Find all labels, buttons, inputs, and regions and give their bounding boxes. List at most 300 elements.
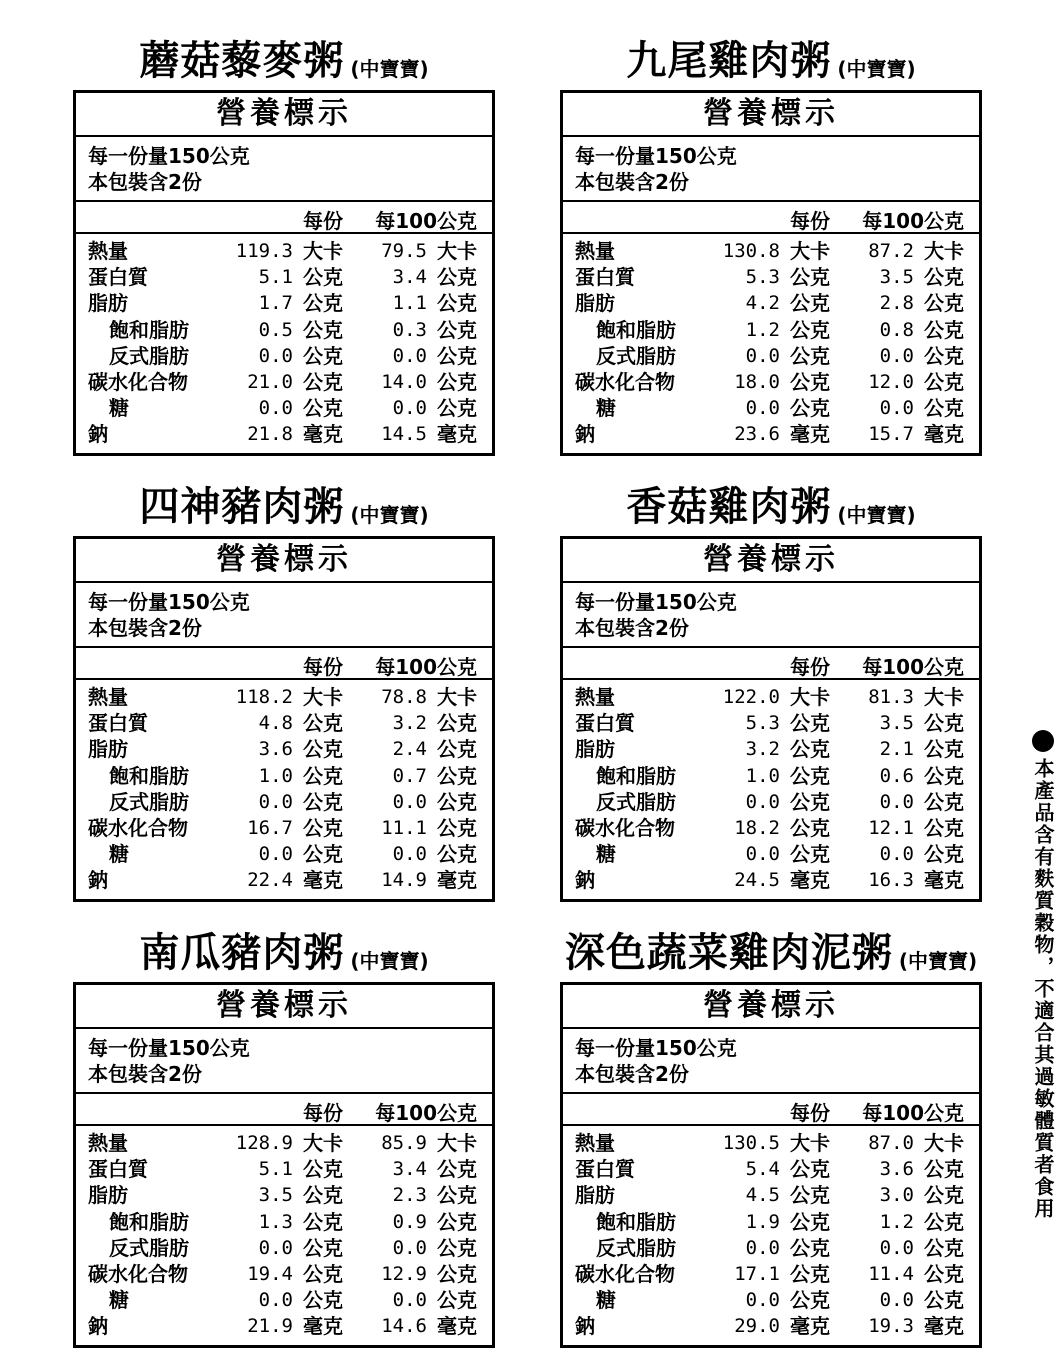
nutrient-rows <box>563 1126 979 1340</box>
per-serving-unit: 大卡 <box>303 239 343 263</box>
per-100g-unit: 毫克 <box>924 422 964 447</box>
serving-size: 每一份量150公克 <box>88 1036 250 1060</box>
nutrient-row <box>76 710 492 736</box>
nutrition-facts-box <box>560 536 982 902</box>
nutrient-label: 糖 <box>596 842 616 867</box>
per-100g-unit: 公克 <box>924 343 964 368</box>
per-serving-unit: 公克 <box>790 815 830 840</box>
nutrient-row <box>563 1209 979 1235</box>
nutrient-row <box>76 290 492 316</box>
per-100g-unit: 公克 <box>437 842 477 867</box>
per-100g-value: 3.0 <box>879 1184 914 1207</box>
nutrient-label: 反式脂肪 <box>596 1235 676 1260</box>
per-100g-unit: 大卡 <box>437 1131 477 1155</box>
per-serving-value: 0.0 <box>745 344 780 367</box>
col-per-100g: 每100公克 <box>862 655 964 679</box>
per-serving-value: 4.5 <box>745 1184 780 1207</box>
nutrient-label: 鈉 <box>575 1314 595 1339</box>
per-100g-unit: 公克 <box>437 789 477 814</box>
per-100g-unit: 公克 <box>924 396 964 421</box>
per-100g-value: 3.2 <box>392 712 427 735</box>
per-serving-unit: 毫克 <box>790 868 830 893</box>
nutrient-row <box>76 684 492 710</box>
nutrient-label: 糖 <box>109 396 129 421</box>
nutrient-row <box>76 421 492 447</box>
nutrient-rows <box>563 234 979 448</box>
serving-size: 每一份量150公克 <box>575 1036 737 1060</box>
nutrient-row <box>563 421 979 447</box>
nutrient-row <box>563 684 979 710</box>
per-serving-unit: 公克 <box>303 396 343 421</box>
per-serving-value: 0.5 <box>258 318 293 341</box>
product-title <box>73 480 495 536</box>
servings-per-package: 本包裝含2份 <box>88 1062 202 1086</box>
serving-info <box>563 137 979 202</box>
serving-size: 每一份量150公克 <box>575 590 737 614</box>
per-serving-unit: 公克 <box>790 1209 830 1234</box>
per-serving-value: 3.6 <box>258 738 293 761</box>
per-serving-unit: 大卡 <box>790 1131 830 1155</box>
per-serving-value: 118.2 <box>235 686 293 708</box>
nutrient-rows <box>76 234 492 448</box>
per-serving-value: 0.0 <box>258 843 293 866</box>
nutrient-label: 飽和脂肪 <box>109 763 189 788</box>
per-100g-value: 3.4 <box>392 266 427 289</box>
per-serving-value: 1.2 <box>745 318 780 341</box>
per-100g-unit: 公克 <box>924 815 964 840</box>
nutrient-label: 鈉 <box>88 1314 108 1339</box>
nutrient-row <box>76 789 492 815</box>
per-100g-unit: 公克 <box>924 711 964 736</box>
per-100g-value: 0.9 <box>392 1210 427 1233</box>
nutrient-row <box>563 238 979 264</box>
per-serving-unit: 公克 <box>303 737 343 762</box>
per-100g-value: 19.3 <box>868 1315 914 1338</box>
per-serving-unit: 公克 <box>790 1288 830 1313</box>
serving-info <box>563 583 979 648</box>
per-100g-unit: 公克 <box>437 711 477 736</box>
nutrition-panel <box>560 34 982 456</box>
per-100g-unit: 公克 <box>437 1183 477 1208</box>
per-100g-value: 0.0 <box>392 843 427 866</box>
per-serving-unit: 公克 <box>790 265 830 290</box>
per-100g-unit: 公克 <box>437 1157 477 1182</box>
per-100g-value: 3.5 <box>879 266 914 289</box>
per-100g-value: 0.0 <box>392 1236 427 1259</box>
per-100g-value: 0.0 <box>879 344 914 367</box>
per-serving-unit: 公克 <box>790 1261 830 1286</box>
nutrient-row <box>563 1287 979 1313</box>
per-serving-value: 128.9 <box>235 1132 293 1154</box>
nutrient-label: 飽和脂肪 <box>109 1209 189 1234</box>
per-100g-value: 15.7 <box>868 423 914 446</box>
serving-info <box>76 1029 492 1094</box>
per-100g-value: 2.3 <box>392 1184 427 1207</box>
per-100g-value: 2.4 <box>392 738 427 761</box>
per-100g-unit: 公克 <box>924 291 964 316</box>
per-serving-unit: 公克 <box>790 763 830 788</box>
per-serving-unit: 公克 <box>303 1261 343 1286</box>
nutrition-header: 營養標示 <box>563 93 979 137</box>
nutrient-label: 熱量 <box>88 685 128 709</box>
nutrition-header: 營養標示 <box>76 539 492 583</box>
nutrient-label: 熱量 <box>88 1131 128 1155</box>
per-serving-unit: 公克 <box>790 317 830 342</box>
nutrient-label: 蛋白質 <box>575 711 635 736</box>
nutrient-row <box>76 1182 492 1208</box>
column-headers <box>563 202 979 234</box>
col-per-serving: 每份 <box>303 209 343 233</box>
nutrition-header: 營養標示 <box>76 93 492 137</box>
nutrient-row <box>76 1156 492 1182</box>
nutrient-label: 飽和脂肪 <box>596 763 676 788</box>
per-serving-value: 22.4 <box>247 869 293 892</box>
serving-size: 每一份量150公克 <box>88 590 250 614</box>
per-serving-value: 0.0 <box>745 397 780 420</box>
per-serving-unit: 公克 <box>303 815 343 840</box>
per-serving-unit: 毫克 <box>303 422 343 447</box>
per-100g-value: 14.9 <box>381 869 427 892</box>
nutrient-label: 蛋白質 <box>575 265 635 290</box>
product-title <box>73 34 495 90</box>
nutrient-label: 反式脂肪 <box>109 789 189 814</box>
nutrition-header: 營養標示 <box>563 539 979 583</box>
serving-size: 每一份量150公克 <box>575 144 737 168</box>
per-100g-unit: 公克 <box>437 396 477 421</box>
nutrient-label: 蛋白質 <box>88 265 148 290</box>
nutrient-label: 糖 <box>109 842 129 867</box>
per-100g-unit: 公克 <box>437 369 477 394</box>
serving-info <box>76 583 492 648</box>
nutrition-panel <box>73 926 495 1348</box>
nutrient-label: 糖 <box>109 1288 129 1313</box>
per-serving-value: 21.9 <box>247 1315 293 1338</box>
col-per-serving: 每份 <box>790 1101 830 1125</box>
per-100g-value: 0.0 <box>392 1289 427 1312</box>
nutrition-facts-box <box>73 90 495 456</box>
per-serving-value: 0.0 <box>258 1289 293 1312</box>
per-serving-unit: 公克 <box>790 369 830 394</box>
per-serving-value: 1.3 <box>258 1210 293 1233</box>
nutrient-row <box>76 736 492 762</box>
per-serving-value: 0.0 <box>258 1236 293 1259</box>
per-100g-unit: 公克 <box>924 317 964 342</box>
per-100g-value: 87.2 <box>868 240 914 262</box>
product-name: 蘑菇藜麥粥 <box>139 38 345 84</box>
per-100g-unit: 公克 <box>437 265 477 290</box>
per-100g-unit: 公克 <box>924 842 964 867</box>
per-100g-unit: 公克 <box>437 317 477 342</box>
per-100g-value: 11.4 <box>868 1262 914 1285</box>
per-serving-unit: 大卡 <box>303 1131 343 1155</box>
nutrient-row <box>76 343 492 369</box>
per-100g-value: 0.6 <box>879 764 914 787</box>
nutrient-label: 反式脂肪 <box>109 343 189 368</box>
per-100g-unit: 大卡 <box>924 1131 964 1155</box>
nutrient-row <box>563 841 979 867</box>
nutrient-row <box>76 1130 492 1156</box>
per-serving-value: 16.7 <box>247 816 293 839</box>
col-per-100g: 每100公克 <box>862 1101 964 1125</box>
per-100g-unit: 毫克 <box>924 1314 964 1339</box>
per-100g-value: 78.8 <box>381 686 427 708</box>
per-100g-unit: 公克 <box>437 1288 477 1313</box>
per-100g-value: 0.3 <box>392 318 427 341</box>
allergen-notice <box>1026 730 1056 1220</box>
per-100g-unit: 毫克 <box>437 868 477 893</box>
per-serving-unit: 毫克 <box>790 1314 830 1339</box>
product-name: 九尾雞肉粥 <box>626 38 832 84</box>
per-100g-value: 0.0 <box>392 790 427 813</box>
per-100g-unit: 公克 <box>924 789 964 814</box>
col-per-serving: 每份 <box>790 655 830 679</box>
nutrient-row <box>76 1313 492 1339</box>
nutrient-label: 蛋白質 <box>88 711 148 736</box>
nutrition-panel <box>73 480 495 902</box>
per-serving-value: 130.5 <box>722 1132 780 1154</box>
per-serving-value: 21.0 <box>247 370 293 393</box>
per-100g-unit: 公克 <box>437 763 477 788</box>
per-serving-value: 19.4 <box>247 1262 293 1285</box>
per-100g-value: 0.0 <box>879 790 914 813</box>
product-age-group: (中寶寶) <box>350 949 429 973</box>
per-serving-unit: 公克 <box>790 789 830 814</box>
serving-size: 每一份量150公克 <box>88 144 250 168</box>
per-100g-unit: 公克 <box>924 1209 964 1234</box>
nutrient-label: 脂肪 <box>575 1183 615 1208</box>
per-100g-unit: 公克 <box>437 737 477 762</box>
per-serving-unit: 毫克 <box>303 868 343 893</box>
nutrient-label: 脂肪 <box>88 1183 128 1208</box>
nutrient-label: 熱量 <box>575 239 615 263</box>
per-100g-value: 0.0 <box>392 397 427 420</box>
serving-info <box>563 1029 979 1094</box>
nutrition-facts-box <box>73 982 495 1348</box>
per-serving-value: 5.4 <box>745 1158 780 1181</box>
nutrient-label: 脂肪 <box>88 291 128 316</box>
per-serving-unit: 公克 <box>790 711 830 736</box>
per-serving-value: 5.3 <box>745 712 780 735</box>
per-serving-unit: 大卡 <box>790 239 830 263</box>
nutrient-row <box>76 763 492 789</box>
servings-per-package: 本包裝含2份 <box>575 170 689 194</box>
nutrient-row <box>76 1209 492 1235</box>
per-100g-value: 1.2 <box>879 1210 914 1233</box>
per-100g-value: 0.0 <box>879 843 914 866</box>
nutrient-row <box>563 343 979 369</box>
per-100g-unit: 毫克 <box>437 422 477 447</box>
nutrient-row <box>563 763 979 789</box>
per-100g-value: 12.9 <box>381 1262 427 1285</box>
nutrient-rows <box>563 680 979 894</box>
per-serving-value: 5.3 <box>745 266 780 289</box>
col-per-serving: 每份 <box>303 1101 343 1125</box>
per-100g-value: 0.0 <box>879 1236 914 1259</box>
servings-per-package: 本包裝含2份 <box>88 170 202 194</box>
nutrient-row <box>563 1261 979 1287</box>
per-serving-unit: 公克 <box>303 711 343 736</box>
allergen-notice-text: 本產品含有麩質穀物，不適合其過敏體質者食用 <box>1031 758 1055 1220</box>
per-serving-unit: 公克 <box>303 369 343 394</box>
per-serving-value: 5.1 <box>258 1158 293 1181</box>
per-serving-value: 3.2 <box>745 738 780 761</box>
nutrient-row <box>76 369 492 395</box>
nutrient-row <box>563 395 979 421</box>
product-age-group: (中寶寶) <box>350 503 429 527</box>
nutrient-label: 鈉 <box>575 868 595 893</box>
serving-info <box>76 137 492 202</box>
nutrient-label: 飽和脂肪 <box>109 317 189 342</box>
nutrient-label: 碳水化合物 <box>88 1261 188 1286</box>
product-title <box>560 926 982 982</box>
nutrient-label: 糖 <box>596 1288 616 1313</box>
nutrition-header: 營養標示 <box>76 985 492 1029</box>
per-serving-unit: 公克 <box>303 265 343 290</box>
per-serving-value: 17.1 <box>734 1262 780 1285</box>
per-serving-unit: 公克 <box>303 291 343 316</box>
per-100g-value: 0.0 <box>392 344 427 367</box>
per-100g-value: 11.1 <box>381 816 427 839</box>
per-serving-unit: 公克 <box>790 737 830 762</box>
nutrient-row <box>563 264 979 290</box>
nutrient-row <box>76 841 492 867</box>
nutrient-row <box>563 867 979 893</box>
col-per-100g: 每100公克 <box>375 209 477 233</box>
per-serving-unit: 大卡 <box>790 685 830 709</box>
per-100g-value: 2.1 <box>879 738 914 761</box>
product-name: 四神豬肉粥 <box>139 484 345 530</box>
nutrient-row <box>76 317 492 343</box>
nutrition-panel <box>560 926 982 1348</box>
per-serving-value: 3.5 <box>258 1184 293 1207</box>
per-serving-unit: 公克 <box>303 1209 343 1234</box>
per-serving-value: 1.0 <box>258 764 293 787</box>
per-100g-unit: 公克 <box>924 763 964 788</box>
nutrient-row <box>76 264 492 290</box>
nutrient-label: 碳水化合物 <box>575 815 675 840</box>
servings-per-package: 本包裝含2份 <box>575 616 689 640</box>
nutrition-facts-box <box>560 90 982 456</box>
nutrient-label: 脂肪 <box>88 737 128 762</box>
col-per-serving: 每份 <box>303 655 343 679</box>
per-100g-unit: 大卡 <box>924 239 964 263</box>
per-100g-unit: 公克 <box>437 1235 477 1260</box>
per-serving-value: 1.7 <box>258 292 293 315</box>
per-serving-value: 18.0 <box>734 370 780 393</box>
nutrient-label: 反式脂肪 <box>109 1235 189 1260</box>
per-serving-value: 0.0 <box>258 344 293 367</box>
per-100g-unit: 公克 <box>437 815 477 840</box>
per-serving-value: 0.0 <box>258 790 293 813</box>
nutrient-label: 飽和脂肪 <box>596 317 676 342</box>
per-serving-value: 4.8 <box>258 712 293 735</box>
nutrient-label: 飽和脂肪 <box>596 1209 676 1234</box>
per-serving-value: 23.6 <box>734 423 780 446</box>
column-headers <box>563 648 979 680</box>
nutrient-row <box>76 1235 492 1261</box>
per-serving-unit: 大卡 <box>303 685 343 709</box>
product-name: 香菇雞肉粥 <box>626 484 832 530</box>
product-title <box>560 34 982 90</box>
per-100g-value: 1.1 <box>392 292 427 315</box>
per-100g-unit: 毫克 <box>437 1314 477 1339</box>
nutrition-header: 營養標示 <box>563 985 979 1029</box>
per-100g-unit: 公克 <box>437 343 477 368</box>
per-serving-unit: 公克 <box>303 763 343 788</box>
per-100g-unit: 公克 <box>924 265 964 290</box>
nutrient-row <box>563 710 979 736</box>
nutrient-row <box>76 1261 492 1287</box>
col-per-100g: 每100公克 <box>375 1101 477 1125</box>
per-serving-value: 0.0 <box>258 397 293 420</box>
product-name: 深色蔬菜雞肉泥粥 <box>564 930 893 976</box>
per-100g-value: 3.6 <box>879 1158 914 1181</box>
per-100g-unit: 公克 <box>924 1183 964 1208</box>
per-serving-unit: 公克 <box>790 842 830 867</box>
per-100g-value: 87.0 <box>868 1132 914 1154</box>
per-100g-unit: 大卡 <box>437 685 477 709</box>
per-100g-unit: 大卡 <box>924 685 964 709</box>
bullet-icon <box>1032 730 1054 752</box>
nutrient-row <box>76 238 492 264</box>
nutrient-row <box>563 1313 979 1339</box>
per-serving-unit: 公克 <box>790 343 830 368</box>
product-age-group: (中寶寶) <box>350 57 429 81</box>
per-serving-unit: 公克 <box>790 1183 830 1208</box>
col-per-100g: 每100公克 <box>862 209 964 233</box>
per-serving-value: 1.0 <box>745 764 780 787</box>
per-serving-unit: 公克 <box>303 1288 343 1313</box>
per-100g-unit: 公克 <box>437 1261 477 1286</box>
nutrient-label: 鈉 <box>88 422 108 447</box>
nutrient-label: 碳水化合物 <box>575 369 675 394</box>
product-name: 南瓜豬肉粥 <box>139 930 345 976</box>
per-100g-unit: 公克 <box>924 1288 964 1313</box>
nutrient-label: 碳水化合物 <box>88 815 188 840</box>
per-100g-unit: 公克 <box>924 737 964 762</box>
nutrient-row <box>563 290 979 316</box>
per-serving-unit: 公克 <box>303 842 343 867</box>
servings-per-package: 本包裝含2份 <box>575 1062 689 1086</box>
per-serving-unit: 毫克 <box>790 422 830 447</box>
column-headers <box>563 1094 979 1126</box>
nutrient-label: 碳水化合物 <box>88 369 188 394</box>
nutrient-rows <box>76 1126 492 1340</box>
per-serving-value: 5.1 <box>258 266 293 289</box>
nutrition-facts-box <box>73 536 495 902</box>
nutrient-label: 蛋白質 <box>575 1157 635 1182</box>
nutrient-row <box>563 1156 979 1182</box>
per-100g-unit: 公克 <box>924 369 964 394</box>
servings-per-package: 本包裝含2份 <box>88 616 202 640</box>
per-100g-value: 3.4 <box>392 1158 427 1181</box>
per-100g-value: 14.6 <box>381 1315 427 1338</box>
nutrient-label: 熱量 <box>575 685 615 709</box>
per-serving-value: 4.2 <box>745 292 780 315</box>
per-serving-unit: 公克 <box>790 1235 830 1260</box>
column-headers <box>76 202 492 234</box>
per-serving-value: 130.8 <box>722 240 780 262</box>
per-serving-value: 0.0 <box>745 1289 780 1312</box>
per-serving-unit: 公克 <box>303 1235 343 1260</box>
per-serving-value: 0.0 <box>745 790 780 813</box>
per-100g-unit: 公克 <box>924 1157 964 1182</box>
per-serving-unit: 毫克 <box>303 1314 343 1339</box>
per-serving-unit: 公克 <box>303 1157 343 1182</box>
per-100g-unit: 公克 <box>924 1261 964 1286</box>
per-100g-value: 12.1 <box>868 816 914 839</box>
per-100g-value: 2.8 <box>879 292 914 315</box>
